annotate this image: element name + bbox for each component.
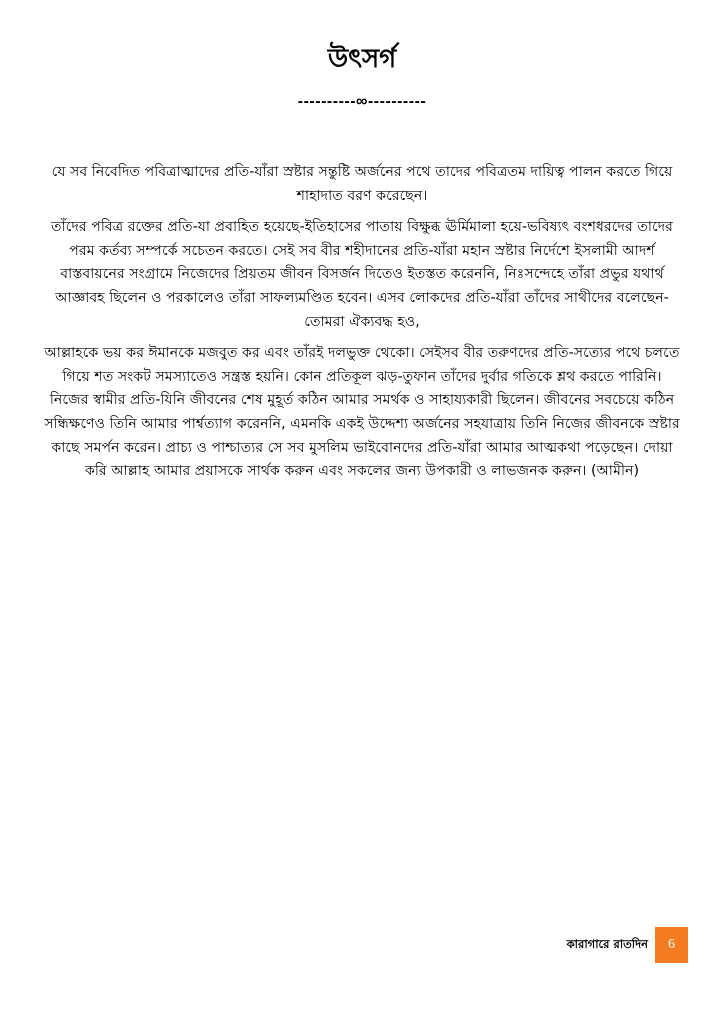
footer-book-title: কারাগারে রাতদিন: [566, 937, 648, 951]
page-number-badge: 6: [655, 927, 688, 963]
paragraph-2: তাঁদের পবিত্র রক্তের প্রতি-যা প্রবাহিত হয়েছে-ইতিহাসের পাতায় বিক্ষুব্ধ ঊর্মিমালা হয়ে-ভবিষ্যৎ বংশধরদের তাদের পরম কর্তব্য সম্পর্কে সচেতন করতে। সেই সব বীর শহীদানের প্রতি-যাঁরা মহান স্রষ্টার নির্দেশে ইসলামী আদর্শ বাস্তবায়নের সংগ্রামে নিজেদের প্রিয়তম জীবন বিসর্জন দিতেও ইতস্তত করেননি, নিঃসন্দেহে তাঁরা প্রভুর যথার্থ আজ্ঞাবহ ছিলেন ও পরকালেও তাঁরা সাফল্যমণ্ডিত হবেন। এসব লোকদের প্রতি-যাঁরা তাঁদের সাথীদের বলেছেন-তোমরা ঐক্যবদ্ধ হও,: [50, 219, 673, 330]
paragraph-1: যে সব নিবেদিত পবিত্রাত্মাদের প্রতি-যাঁরা স্রষ্টার সন্তুষ্টি অর্জনের পথে তাদের পবিত্রতম দায়িত্ব পালন করতে গিয়ে শাহাদাত বরণ করেছেন।: [51, 164, 673, 204]
page-title: উৎসর্গ: [327, 44, 397, 74]
paragraph-3: আল্লাহকে ভয় কর ঈমানকে মজবুত কর এবং তাঁরই দলভুক্ত থেকো। সেইসব বীর তরুণদের প্রতি-সত্যের পথে চলতে গিয়ে শত সংকট সমস্যাতেও সন্ত্রস্ত হয়নি। কোন প্রতিকূল ঝড়-তুফান তাঁদের দুর্বার গতিকে শ্লথ করতে পারিনি। নিজের স্বামীর প্রতি-যিনি জীবনের শেষ মুহূর্ত কঠিন আমার সমর্থক ও সাহায্যকারী ছিলেন। জীবনের সবচেয়ে কঠিন সন্ধিক্ষণেও তিনি আমার পার্শ্বত্যাগ করেননি, এমনকি একই উদ্দেশ্য অর্জনের সহযাত্রায় তিনি নিজের জীবনকে স্রষ্টার কাছে সমর্পন করেন। প্রাচ্য ও পাশ্চাত্যর সে সব মুসলিম ভাইবোনদের প্রতি-যাঁরা আমার আত্মকথা পড়েছেন। দোয়া করি আল্লাহ আমার প্রয়াসকে সার্থক করুন এবং সকলের জন্য উপকারী ও লাভজনক করুন। (আমীন): [44, 345, 680, 480]
dedication-body: [42, 161, 682, 492]
ornament-divider: ----------∞----------: [297, 93, 427, 110]
